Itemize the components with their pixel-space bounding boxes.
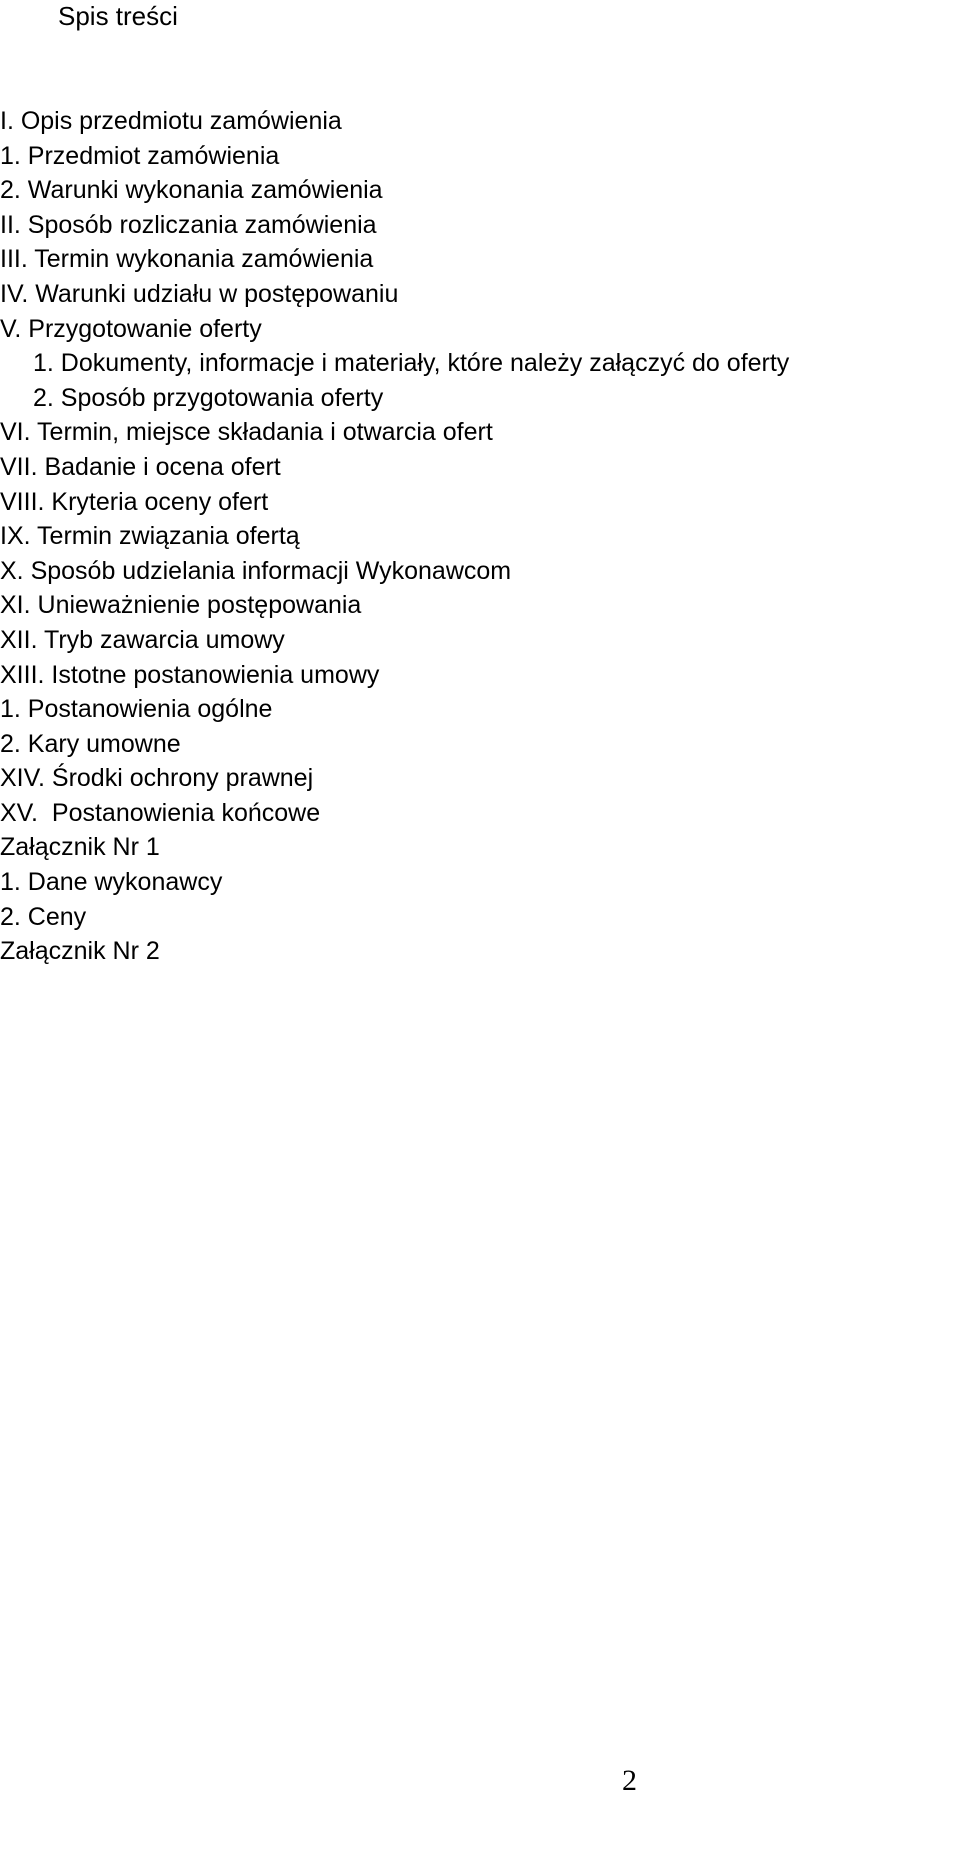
toc-item: Załącznik Nr 1: [0, 833, 160, 862]
toc-item: XI. Unieważnienie postępowania: [0, 591, 362, 620]
toc-item: XII. Tryb zawarcia umowy: [0, 625, 285, 654]
toc-item: 2. Sposób przygotowania oferty: [33, 383, 384, 412]
toc-item: VI. Termin, miejsce składania i otwarcia ofert: [0, 418, 493, 447]
toc-item: IV. Warunki udziału w postępowaniu: [0, 279, 399, 308]
page-number: 2: [622, 1764, 637, 1797]
toc-item: 1. Postanowienia ogólne: [0, 695, 273, 724]
toc-item: 2. Warunki wykonania zamówienia: [0, 176, 383, 205]
toc-item: III. Termin wykonania zamówienia: [0, 245, 374, 274]
toc-item: IX. Termin związania ofertą: [0, 522, 300, 551]
toc-item: VII. Badanie i ocena ofert: [0, 452, 281, 481]
toc-item: Załącznik Nr 2: [0, 937, 160, 966]
toc-item: 1. Przedmiot zamówienia: [0, 141, 280, 170]
toc-item: 2. Kary umowne: [0, 729, 181, 758]
toc-item: 2. Ceny: [0, 902, 87, 931]
toc-item: I. Opis przedmiotu zamówienia: [0, 107, 342, 135]
table-of-contents: [0, 104, 960, 969]
toc-item: 1. Dokumenty, informacje i materiały, które należy załączyć do oferty: [33, 349, 790, 378]
toc-item: V. Przygotowanie oferty: [0, 314, 262, 343]
page-title: Spis treści: [58, 1, 178, 31]
toc-item: XIII. Istotne postanowienia umowy: [0, 660, 380, 689]
toc-item: 1. Dane wykonawcy: [0, 868, 223, 897]
toc-item: II. Sposób rozliczania zamówienia: [0, 210, 377, 239]
toc-item: XV. Postanowienia końcowe: [0, 798, 321, 827]
toc-item: XIV. Środki ochrony prawnej: [0, 764, 314, 793]
toc-item: X. Sposób udzielania informacji Wykonawcom: [0, 556, 512, 585]
toc-item: VIII. Kryteria oceny ofert: [0, 487, 269, 516]
